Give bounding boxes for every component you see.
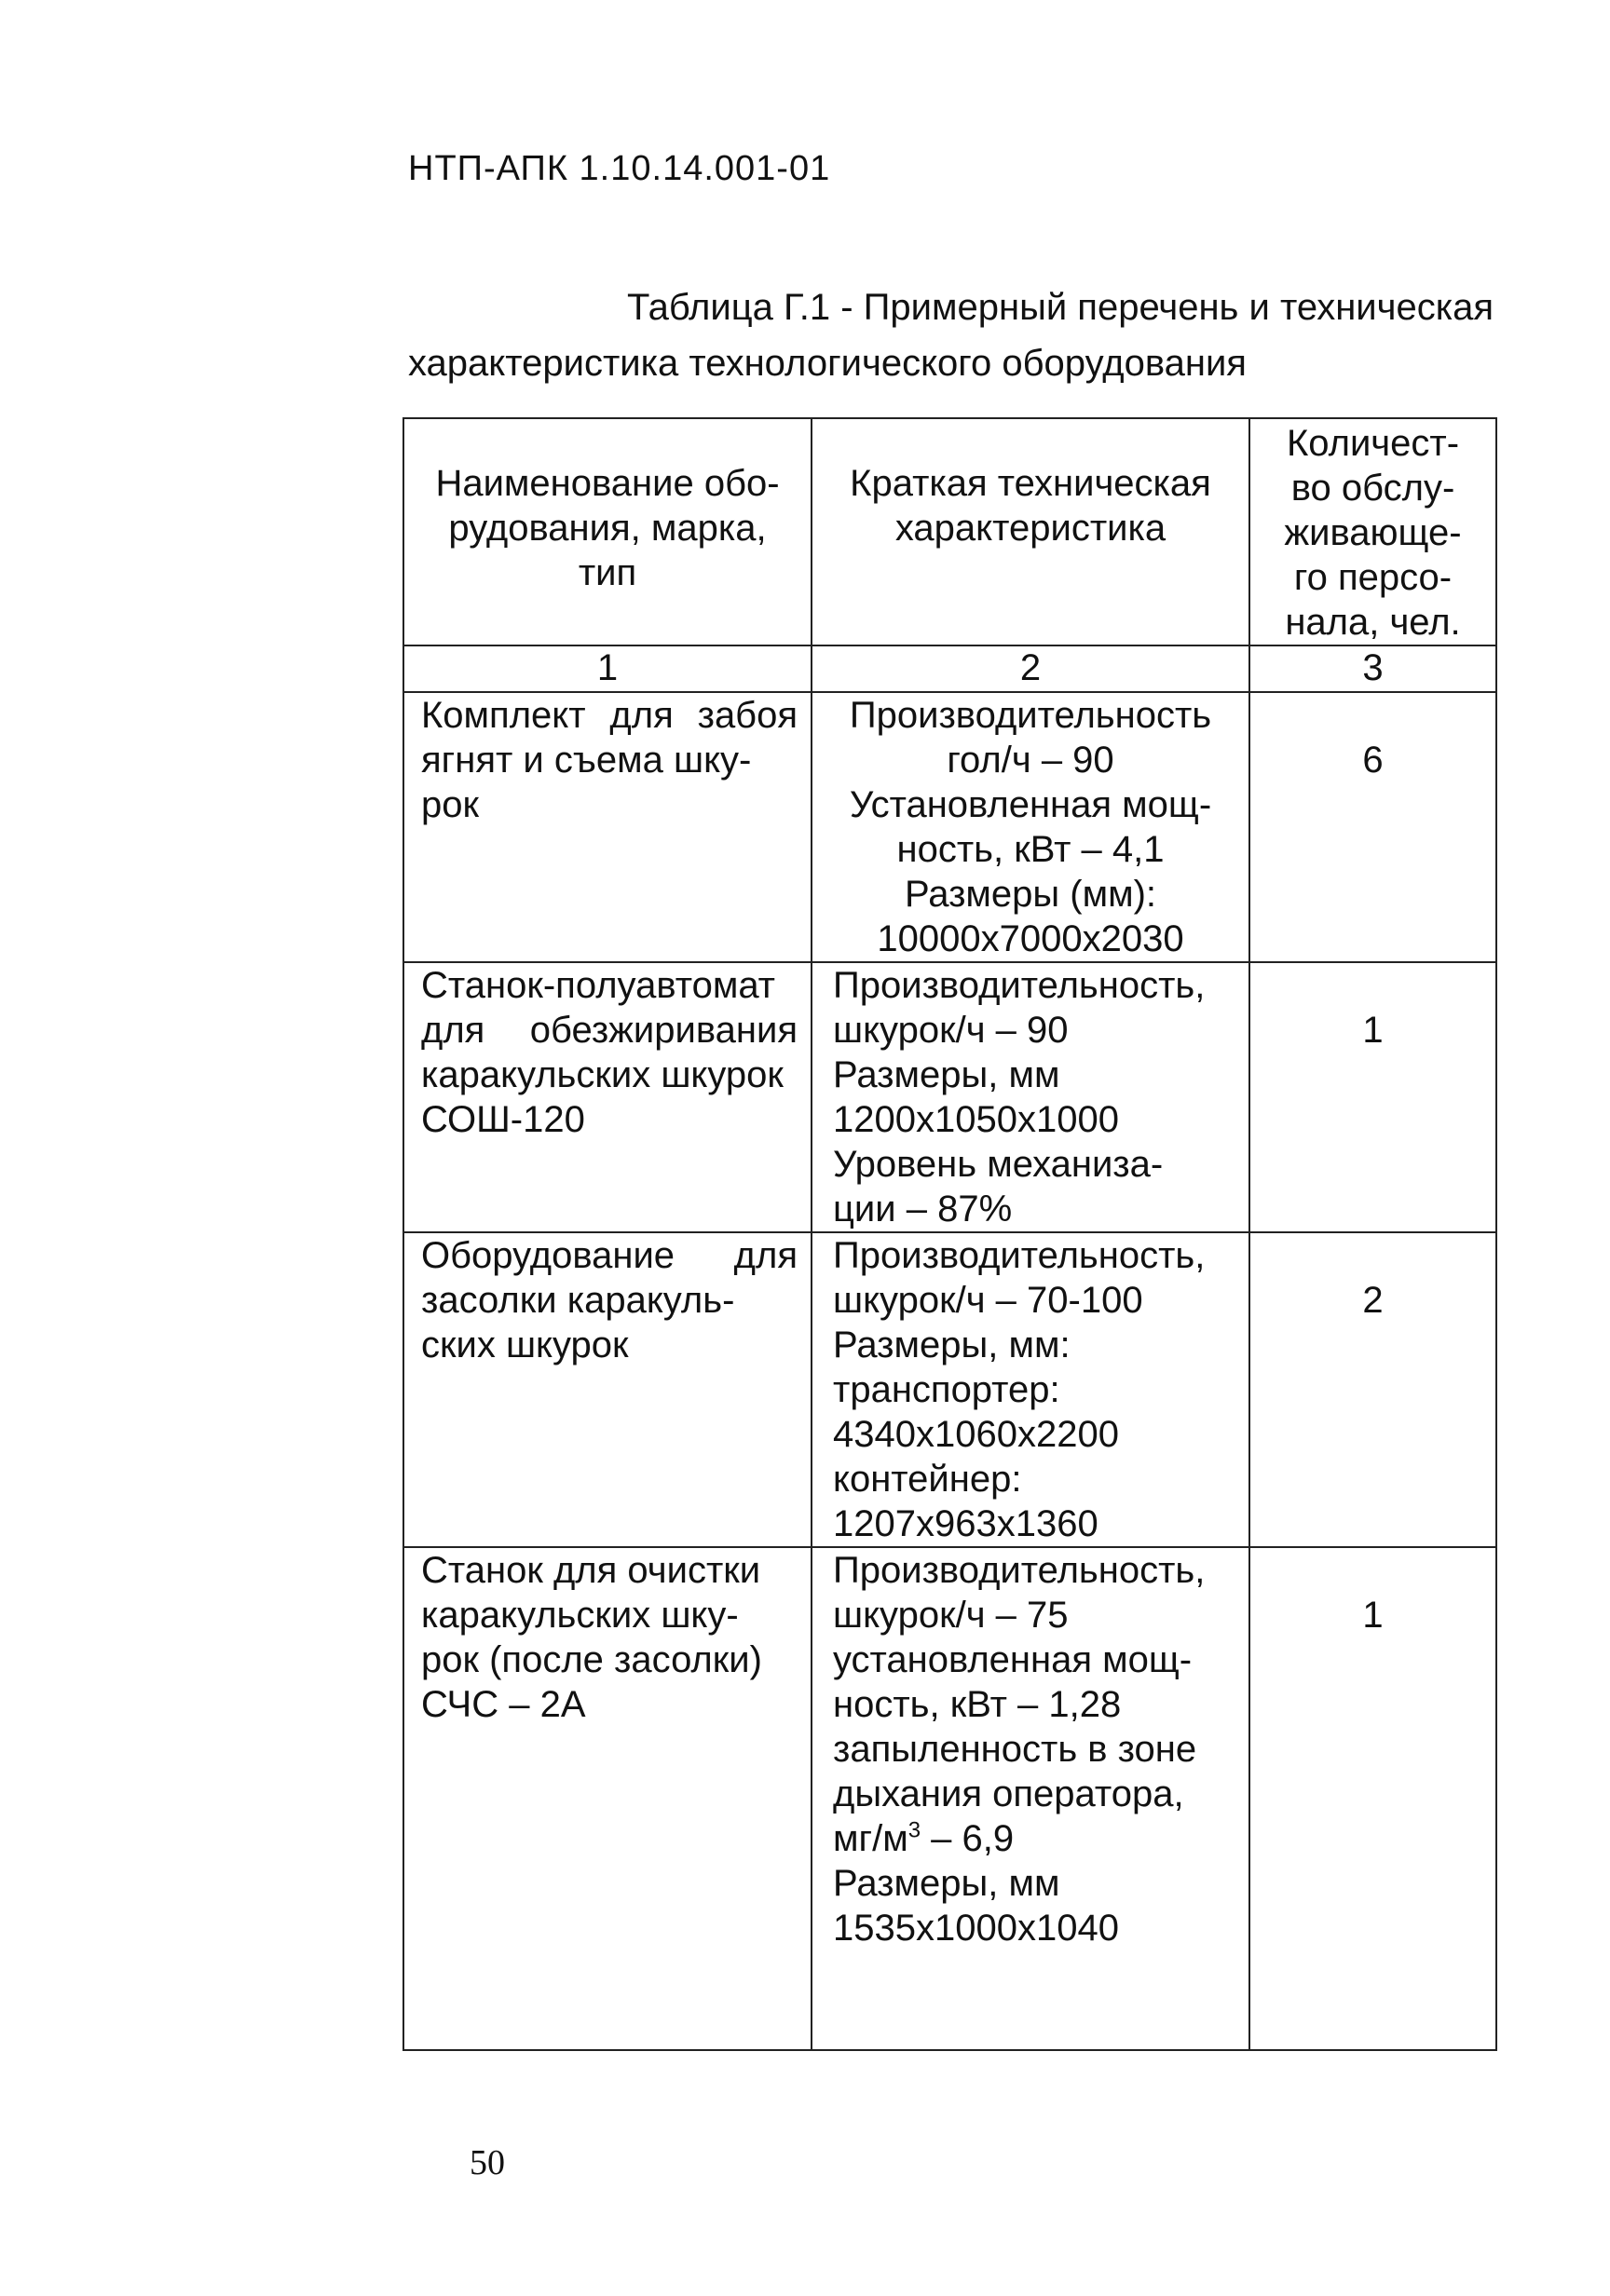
specification-cell <box>812 692 1249 962</box>
staff-count: 2 <box>1362 1280 1384 1321</box>
header-staff-count: Количест- во обслу- живающе- го персо- нала, чел. <box>1284 423 1462 643</box>
header-cell-staff-count <box>1249 418 1496 645</box>
specification-cell <box>812 1547 1249 2050</box>
column-number-row <box>403 645 1496 692</box>
table-row <box>403 692 1496 962</box>
header-cell-specification <box>812 418 1249 645</box>
specification-cell <box>812 962 1249 1232</box>
equipment-specification <box>812 1548 1248 1950</box>
column-number-cell <box>1249 645 1496 692</box>
staff-count-cell <box>1249 692 1496 962</box>
equipment-specification: Производительность, шкурок/ч – 70-100 Размеры, мм: транспортер: 4340х1060х2200 контейнер: 1207х963х1360 <box>833 1235 1206 1544</box>
equipment-name: Оборудование для засолки каракуль- ских шкурок <box>421 1235 798 1365</box>
spec-text-before-superscript: Производительность, шкурок/ч – 75 установленная мощ- ность, кВт – 1,28 запыленность в зоне дыхания оператора, мг/м <box>833 1550 1206 1859</box>
column-number-2: 2 <box>1019 647 1042 688</box>
specification-cell <box>812 1232 1249 1547</box>
page-number: 50 <box>470 2143 505 2182</box>
staff-count: 1 <box>1362 1010 1384 1051</box>
staff-count: 6 <box>1362 740 1384 781</box>
equipment-name: Станок-полуавтомат для обезжиривания каракульских шкурок СОШ-120 <box>421 965 798 1140</box>
column-number-3: 3 <box>1362 647 1384 688</box>
table-caption-line-2: характеристика технологического оборудования <box>408 343 1247 384</box>
equipment-name-cell <box>403 692 812 962</box>
equipment-table <box>402 417 1497 2051</box>
column-number-cell <box>403 645 812 692</box>
equipment-specification: Производительность гол/ч – 90 Установленная мощ- ность, кВт – 4,1 Размеры (мм): 10000х7000х2030 <box>849 695 1212 959</box>
table-header-row <box>403 418 1496 645</box>
table-caption-line-1: Таблица Г.1 - Примерный перечень и техническая <box>627 287 1494 328</box>
header-specification: Краткая техническая характеристика <box>850 463 1211 549</box>
equipment-name-cell <box>403 1547 812 2050</box>
table-caption <box>408 279 1494 391</box>
equipment-name: Станок для очистки каракульских шку- рок (после засолки) СЧС – 2А <box>421 1550 762 1725</box>
table-row <box>403 1232 1496 1547</box>
document-code: НТП-АПК 1.10.14.001-01 <box>408 149 831 188</box>
header-cell-equipment-name <box>403 418 812 645</box>
column-number-cell <box>812 645 1249 692</box>
header-equipment-name: Наименование обо- рудования, марка, тип <box>435 463 780 593</box>
staff-count: 1 <box>1362 1595 1384 1636</box>
equipment-name-cell <box>403 1232 812 1547</box>
table-row <box>403 962 1496 1232</box>
spec-text-after-superscript: – 6,9 Размеры, мм 1535х1000х1040 <box>833 1818 1119 1949</box>
staff-count-cell <box>1249 962 1496 1232</box>
equipment-name-cell <box>403 962 812 1232</box>
table-row <box>403 1547 1496 2050</box>
unit-superscript: 3 <box>907 1817 921 1843</box>
equipment-name: Комплект для забоя ягнят и съема шку- рок <box>421 695 798 825</box>
staff-count-cell <box>1249 1232 1496 1547</box>
staff-count-cell <box>1249 1547 1496 2050</box>
column-number-1: 1 <box>596 647 619 688</box>
equipment-specification: Производительность, шкурок/ч – 90 Размеры, мм 1200х1050х1000 Уровень механиза- ции – 87% <box>833 965 1206 1230</box>
